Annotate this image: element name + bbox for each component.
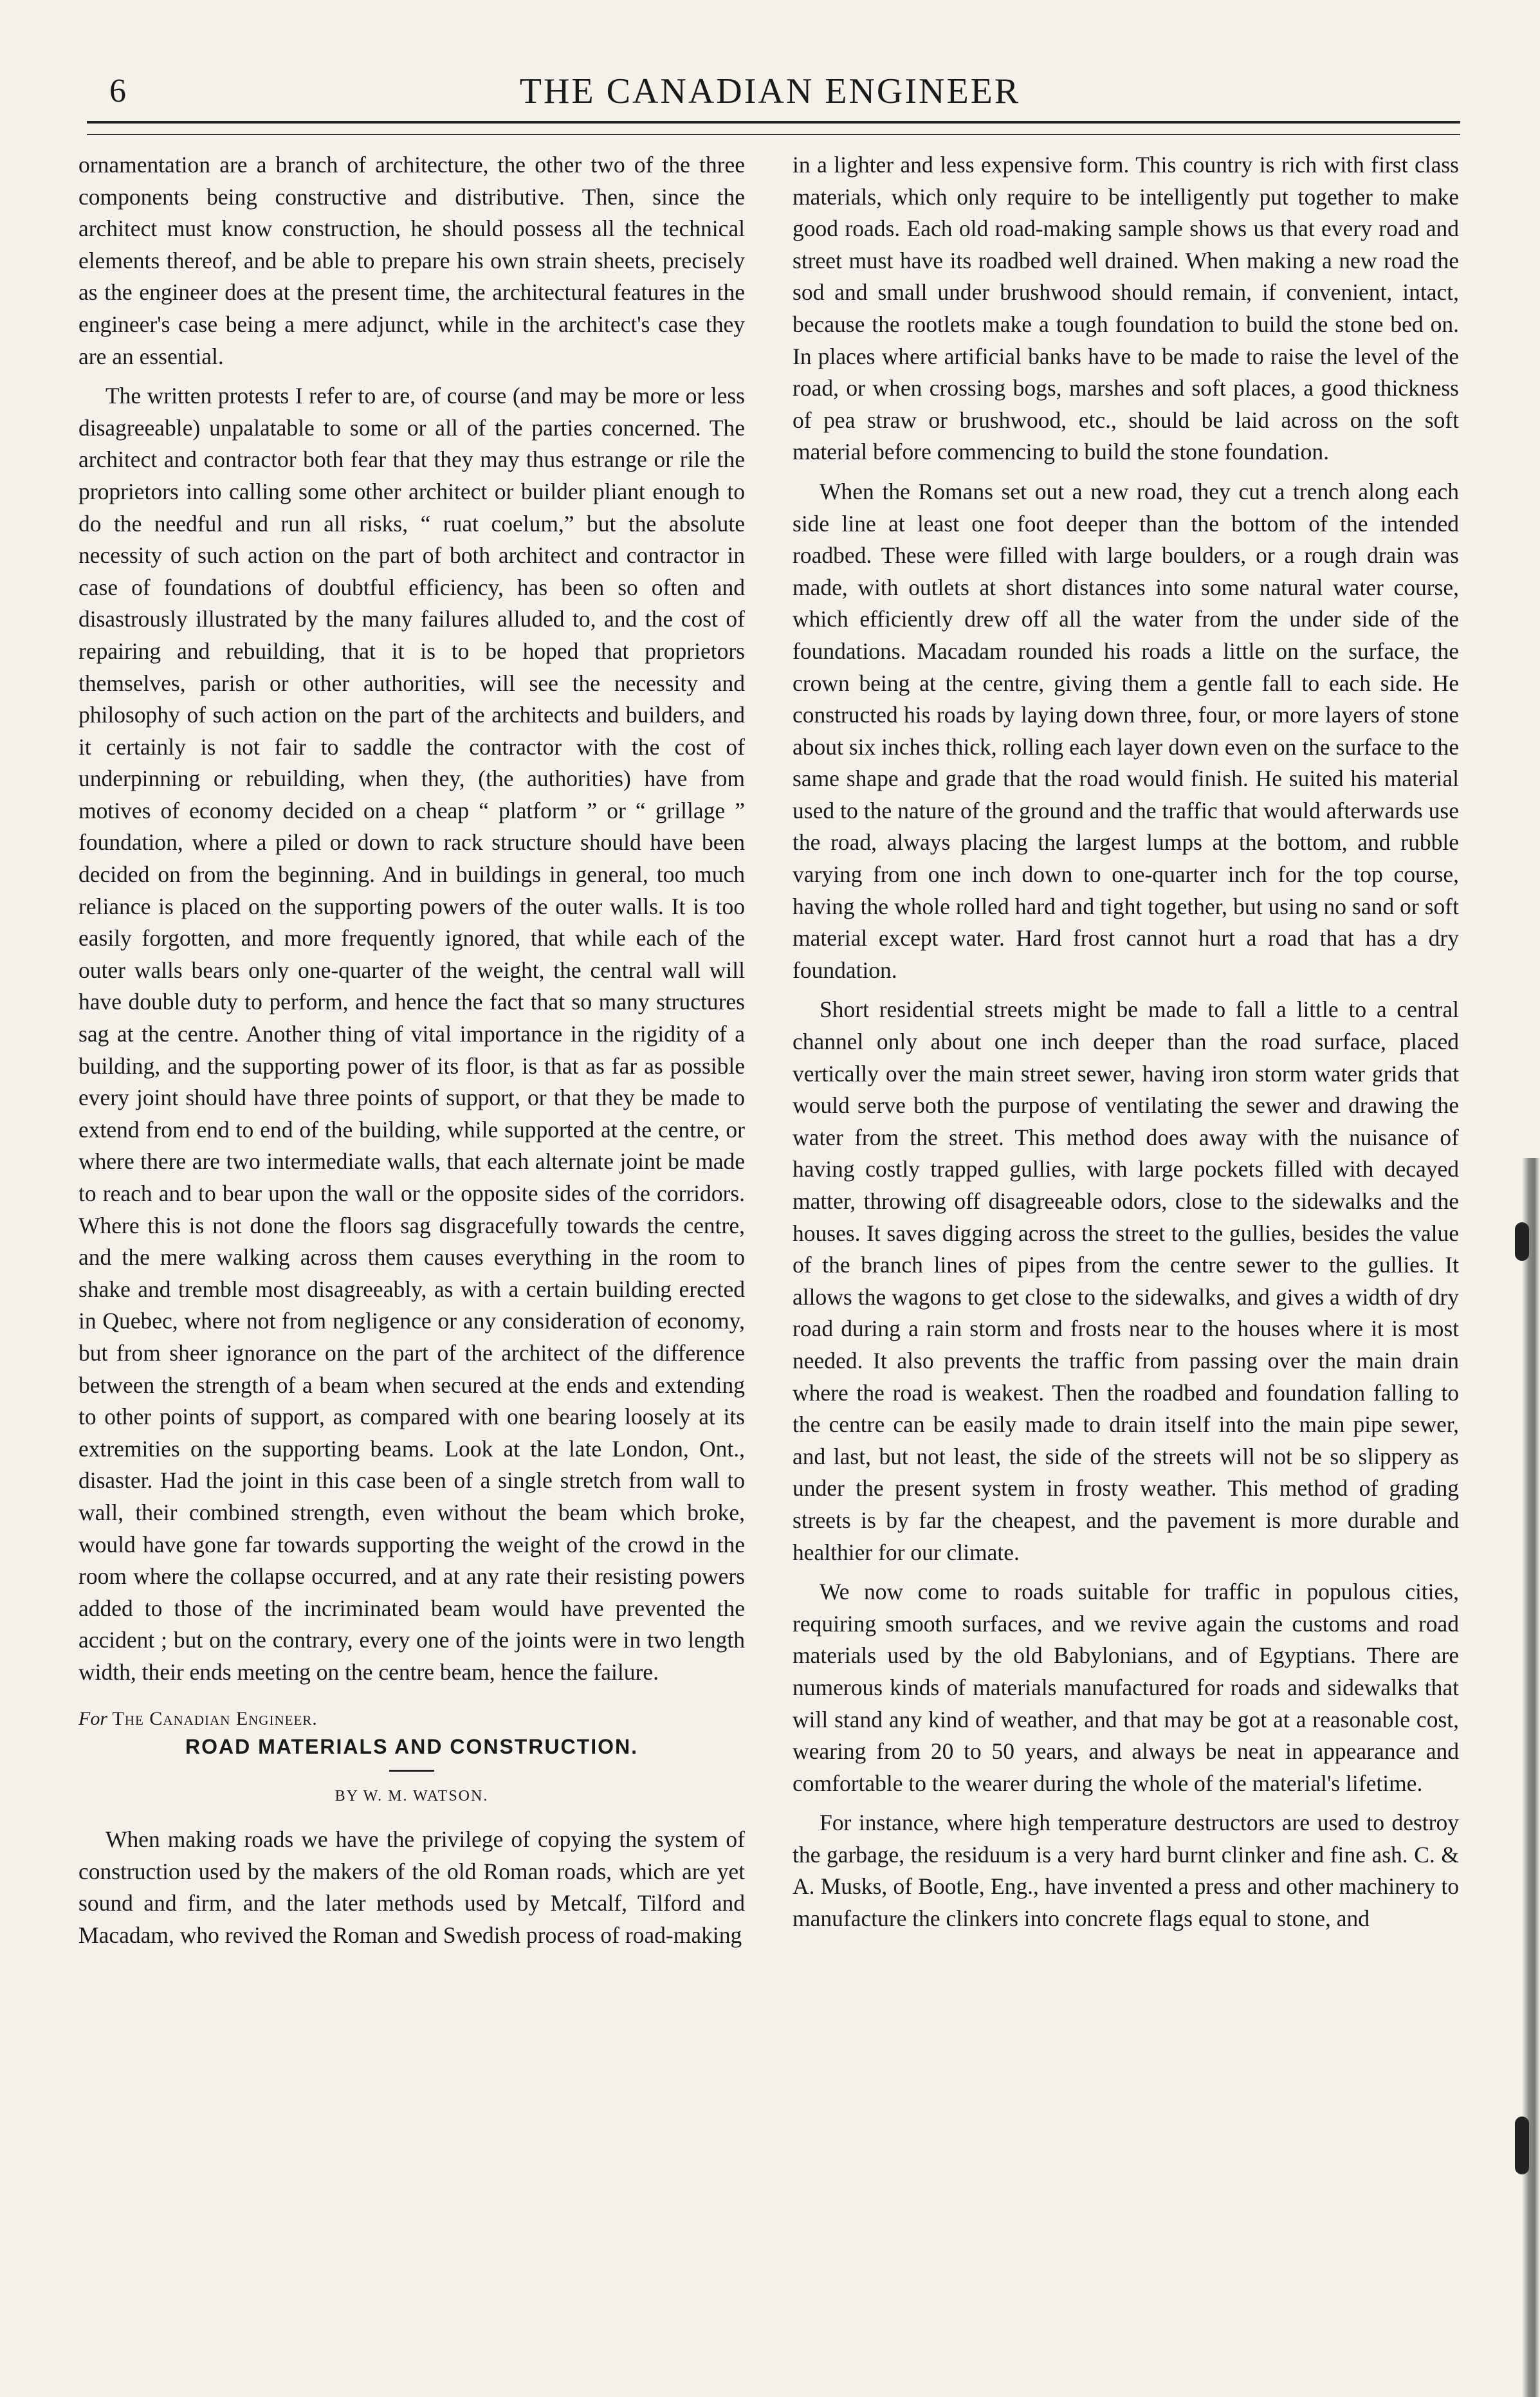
- header-rule: [87, 121, 1460, 135]
- paragraph: When the Romans set out a new road, they cut a trench along each side line at least one foot deeper than the bottom of the intended roadbed. These were filled with large boulders, or a rough drain was made, with outlets at short distances into some natural water course, which efficiently drew off all the water from the under side of the foundations. Macadam rounded his roads a little on the surface, the crown being at the centre, giving them a gentle fall to each side. He constructed his roads by laying down three, four, or more layers of stone about six inches thick, rolling each layer down even on the surface to the same shape and grade that the road would finish. He suited his material used to the nature of the ground and the traffic that would afterwards use the road, always placing the largest lumps at the bottom, and rubble varying from one inch down to one-quarter inch for the top course, having the whole rolled hard and tight together, but using no sand or soft material except water. Hard frost cannot hurt a road that has a dry foundation.: [793, 478, 1459, 983]
- title-rule: [389, 1770, 434, 1772]
- right-column: [793, 149, 1459, 1943]
- paragraph: in a lighter and less expensive form. This country is rich with first class materials, which only require to be intelligently put together to make good roads. Each old road-making sample shows us that every road and street must have its roadbed well drained. When making a new road the sod and small under brushwood should remain, if convenient, intact, because the rootlets make a tough foundation to build the stone bed on. In places where artificial banks have to be made to raise the level of the road, or when crossing bogs, marshes and soft places, a good thickness of pea straw or brushwood, etc., should be laid across on the soft material before commencing to build the stone foundation.: [793, 152, 1459, 465]
- left-column: [78, 149, 745, 1959]
- article-author: BY W. M. WATSON.: [335, 1787, 489, 1805]
- for-label: For: [78, 1707, 107, 1729]
- paragraph: For instance, where high temperature destructors are used to destroy the garbage, the residuum is a very hard burnt clinker and fine ash. C. & A. Musks, of Bootle, Eng., have invented a press and other machinery to manufacture the clinkers into concrete flags equal to stone, and: [793, 1810, 1459, 1932]
- page-edge-mark: [1515, 1222, 1529, 1261]
- journal-title: THE CANADIAN ENGINEER: [519, 71, 1021, 111]
- paragraph: When making roads we have the privilege of copying the system of construction used by the makers of the old Roman roads, which are yet sound and firm, and the later methods used by Metcalf, Tilford and Macadam, who revived the Roman and Swedish process of road-making: [78, 1826, 745, 1948]
- page-edge-mark: [1515, 2117, 1529, 2174]
- article-title: ROAD MATERIALS AND CONSTRUCTION.: [185, 1734, 638, 1758]
- for-publication-line: [78, 1705, 745, 1732]
- page-number: 6: [109, 73, 126, 109]
- paragraph: We now come to roads suitable for traffic in populous cities, requiring smooth surfaces, and we revive again the customs and road materials used by the old Babylonians, and of Egyptians. There are numerous kinds of materials manufactured for roads and sidewalks that will stand any kind of weather, and that may be got at a reasonable cost, wearing from 20 to 50 years, and always be neat in appearance and comfortable to the wearer during the whole of the material's lifetime.: [793, 1579, 1459, 1796]
- paragraph: Short residential streets might be made to fall a little to a central channel only about one inch deeper than the road surface, placed vertically over the main street sewer, having iron storm water grids that would serve both the purpose of ventilating the sewer and drawing the water from the street. This method does away with the nuisance of having costly trapped gullies, with large pockets filled with decayed matter, throwing off disagreeable odors, close to the sidewalks and the houses. It saves digging across the street to the gullies, besides the value of the branch lines of pipes from the centre sewer to the gullies. It allows the wagons to get close to the sidewalks, and gives a width of dry road during a rain storm and frosts near to the houses where it is most needed. It also prevents the traffic from passing over the main drain where the road is weakest. Then the roadbed and foundation falling to the centre can be easily made to drain itself into the main pipe sewer, and last, but not least, the side of the streets will not be so slippery as under the present system in frosty weather. This method of grading streets is by far the cheapest, and the pavement is more durable and healthier for our climate.: [793, 996, 1459, 1565]
- paragraph: ornamentation are a branch of architecture, the other two of the three components being constructive and distributive. Then, since the architect must know construction, he should possess all the technical elements thereof, and be able to prepare his own strain sheets, precisely as the engineer does at the present time, the architectural features in the engineer's case being a mere adjunct, while in the architect's case they are an essential.: [78, 152, 745, 369]
- publication-name: The Canadian Engineer.: [112, 1707, 318, 1729]
- paragraph: The written protests I refer to are, of course (and may be more or less disagreeable) unpalatable to some or all of the parties concerned. The architect and contractor both fear that they may thus estrange or rile the proprietors into calling some other architect or builder pliant enough to do the needful and run all risks, “ ruat coelum,” but the absolute necessity of such action on the part of both architect and contractor in case of foundations of doubtful efficiency, has been so often and disastrously illustrated by the many failures alluded to, and the cost of repairing and rebuilding, that it is to be hoped that proprietors themselves, parish or other authorities, will see the necessity and philosophy of such action on the part of the architects and builders, and it certainly is not fair to saddle the contractor with the cost of underpinning or rebuilding, when they, (the authorities) have from motives of economy decided on a cheap “ platform ” or “ grillage ” foundation, where a piled or down to rack structure should have been decided on from the beginning. And in buildings in general, too much reliance is placed on the supporting powers of the outer walls. It is too easily forgotten, and more frequently ignored, that while each of the outer walls bears only one-quarter of the weight, the central wall will have double duty to perform, and hence the fact that so many structures sag at the centre. Another thing of vital importance in the rigidity of a building, and the supporting power of its floor, is that as far as possible every joint should have three points of support, or that they be made to extend from end to end of the building, while supported at the centre, or where there are two intermediate walls, that each alternate joint be made to reach and to bear upon the wall or the opposite sides of the corridors. Where this is not done the floors sag disgracefully towards the centre, and the mere walking across them causes everything in the room to shake and tremble most disagreeably, as with a certain building erected in Quebec, where not from negligence or any consideration of economy, but from sheer ignorance on the part of the architect of the difference between the strength of a beam when secured at the ends and extending to other points of support, as compared with one bearing loosely at its extremities on the supporting beams. Look at the late London, Ont., disaster. Had the joint in this case been of a single stretch from wall to wall, their combined strength, even without the beam which broke, would have gone far towards supporting the weight of the crowd in the room where the collapse occurred, and at any rate their resisting powers added to those of the incriminated beam would have prevented the accident ; but on the contrary, every one of the joints were in two length width, their ends meeting on the centre beam, hence the failure.: [78, 383, 745, 1685]
- page-edge-shadow: [1522, 1158, 1540, 2397]
